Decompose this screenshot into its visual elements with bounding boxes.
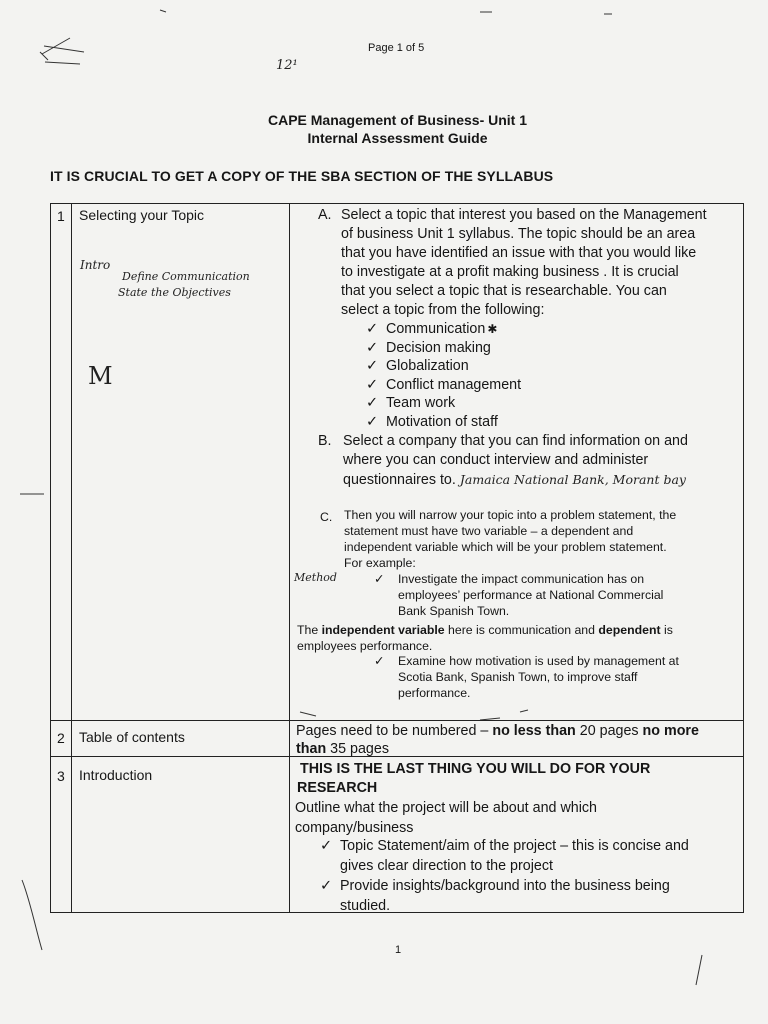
row-number: 3 — [57, 768, 65, 784]
handwritten-method-note: Method — [294, 571, 337, 584]
list-item: studied. — [340, 898, 391, 914]
list-item: gives clear direction to the project — [340, 858, 553, 874]
section-c-text — [344, 507, 744, 571]
handwritten-note-m: M — [88, 362, 113, 390]
section-c-line: For example: — [344, 556, 416, 570]
check-icon: ✓ — [320, 838, 332, 854]
title-line-2: Internal Assessment Guide — [307, 130, 488, 146]
section-b-line: where you can conduct interview and administer — [343, 452, 649, 468]
section-a-line: to investigate at a profit making business . It is crucial — [341, 264, 679, 280]
check-icon: ✓ — [366, 395, 378, 412]
check-icon: ✓ — [366, 358, 378, 375]
check-icon: ✓ — [366, 413, 378, 430]
section-b-line: questionnaires to. Jamaica National Bank, Morant bay — [343, 472, 686, 488]
section-b-text — [343, 432, 743, 490]
handwritten-note-intro: Intro — [80, 258, 111, 272]
introduction-outline: Outline what the project will be about and which company/business — [295, 800, 598, 836]
topic-option: ✓ Motivation of staff — [366, 413, 498, 430]
table-divider-topic — [289, 203, 290, 913]
crucial-notice: IT IS CRUCIAL TO GET A COPY OF THE SBA SECTION OF THE SYLLABUS — [50, 168, 554, 184]
section-c-line: statement must have two variable – a dependent and — [344, 524, 634, 538]
row-number: 1 — [57, 208, 65, 224]
topic-option: ✓ Communication ✱ — [366, 321, 498, 337]
check-icon: ✓ — [374, 654, 385, 668]
example-1: ✓ Investigate the impact communication has on employees’ performance at National Commercial Bank Spanish Town. — [374, 572, 664, 618]
check-icon: ✓ — [320, 878, 332, 894]
row-topic: Selecting your Topic — [79, 207, 205, 223]
check-icon: ✓ — [374, 572, 385, 586]
section-a-letter: A. — [318, 207, 332, 223]
example-2: ✓ Examine how motivation is used by management at Scotia Bank, Spanish Town, to improve staff performance. — [374, 654, 679, 700]
section-a-text — [341, 206, 741, 320]
section-b-line: Select a company that you can find information on and — [343, 433, 688, 449]
check-icon: ✓ — [366, 339, 378, 356]
document-title — [0, 111, 768, 147]
section-a-line: of business Unit 1 syllabus. The topic should be an area — [341, 226, 696, 242]
check-icon: ✓ — [366, 321, 378, 337]
section-c-line: Then you will narrow your topic into a problem statement, the — [344, 508, 677, 522]
section-c-letter: C. — [320, 510, 333, 524]
row-topic: Table of contents — [79, 729, 185, 745]
table-divider-number — [71, 203, 72, 913]
handwritten-note-define: Define Communication — [122, 270, 250, 283]
title-line-1: CAPE Management of Business- Unit 1 — [267, 112, 528, 128]
variable-explanation: The independent variable here is communication and dependent is employees performance. — [297, 623, 673, 653]
row-number: 2 — [57, 730, 65, 746]
check-icon: ✓ — [366, 376, 378, 393]
list-item: ✓ Topic Statement/aim of the project – this is concise and — [320, 838, 689, 854]
handwritten-page-mark: 12¹ — [276, 58, 298, 73]
page-count-requirement: Pages need to be numbered – no less than 20 pages no more than 35 pages — [296, 723, 699, 757]
section-c-line: independent variable which will be your problem statement. — [344, 540, 667, 554]
section-a-line: select a topic from the following: — [341, 302, 545, 318]
section-a-line: that you have identified an issue with that you would like — [341, 245, 697, 261]
topic-option: ✓ Team work — [366, 395, 456, 412]
list-item: ✓ Provide insights/background into the business being — [320, 878, 670, 894]
introduction-bullets — [320, 836, 740, 916]
asterisk-mark: ✱ — [487, 322, 498, 336]
section-a-line: that you select a topic that is researchable. You can — [341, 283, 667, 299]
section-a-line: Select a topic that interest you based on the Management — [341, 207, 707, 223]
introduction-heading: THIS IS THE LAST THING YOU WILL DO FOR YOUR RESEARCH — [297, 761, 651, 796]
topic-option: ✓ Decision making — [366, 339, 491, 356]
row-topic: Introduction — [79, 767, 153, 783]
handwritten-note-objectives: State the Objectives — [118, 286, 231, 299]
footer-page-number: 1 — [395, 944, 402, 956]
table-row-divider-1 — [50, 720, 744, 721]
handwritten-company: Jamaica National Bank, Morant bay — [459, 472, 686, 487]
topic-options-list — [366, 320, 521, 432]
page-header: Page 1 of 5 — [368, 42, 425, 54]
section-b-letter: B. — [318, 433, 332, 449]
topic-option: ✓ Conflict management — [366, 376, 522, 393]
topic-option: ✓ Globalization — [366, 358, 469, 375]
